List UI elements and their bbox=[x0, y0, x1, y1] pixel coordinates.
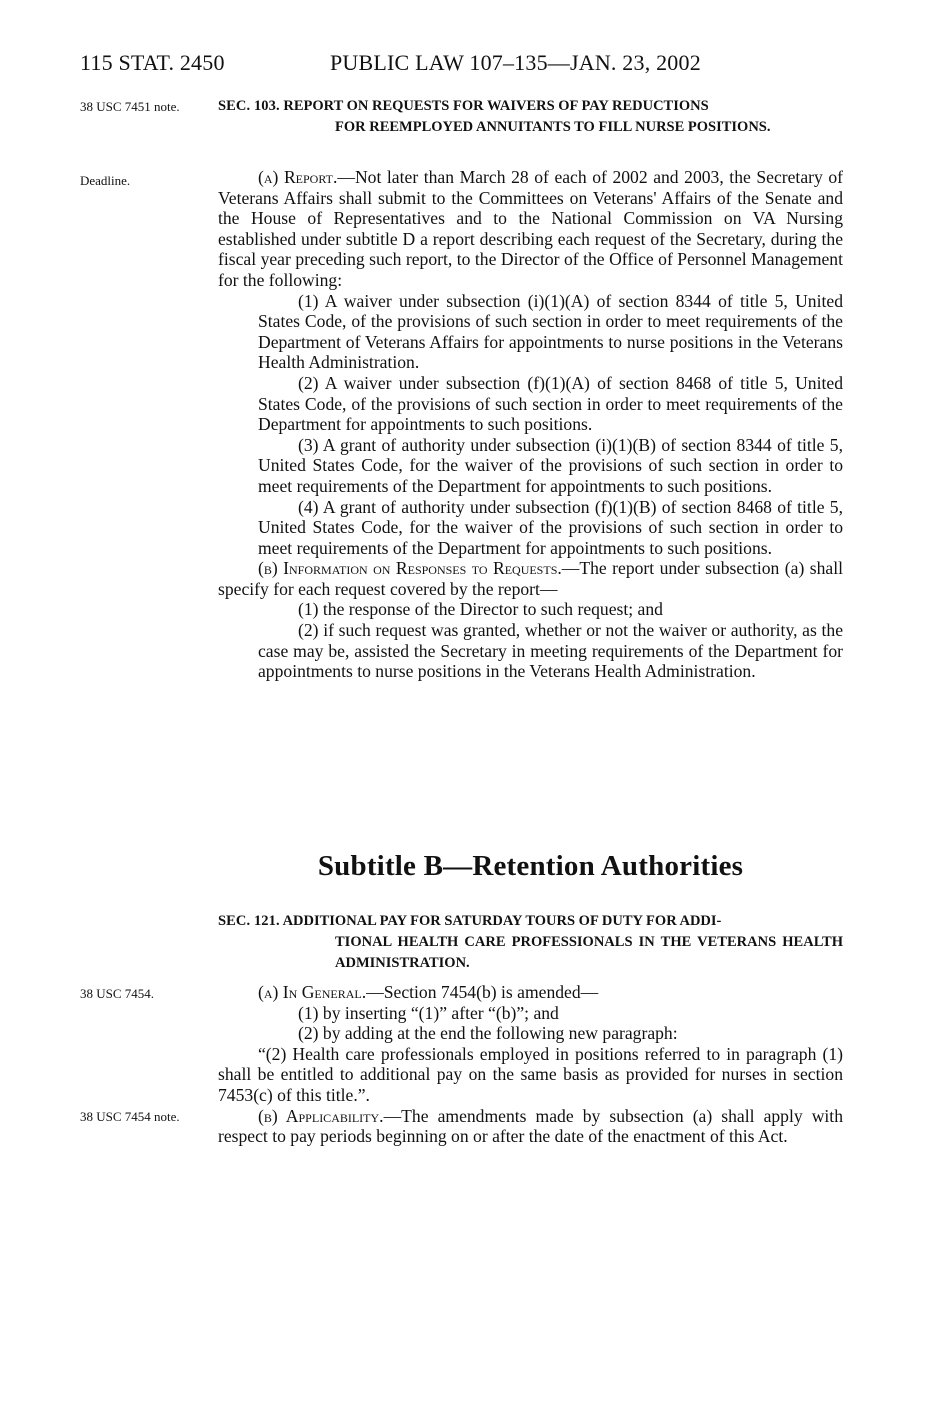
section-121-title-first: ADDITIONAL PAY FOR SATURDAY TOURS OF DUTY FOR ADDI- bbox=[282, 913, 722, 929]
sec121-subsection-a bbox=[218, 982, 843, 1003]
section-121-heading bbox=[218, 911, 843, 974]
margin-note-usc-7454-note: 38 USC 7454 note. bbox=[80, 1109, 180, 1124]
sec121-a-text: —Section 7454(b) is amended— bbox=[366, 982, 599, 1002]
margin-note-usc-7451: 38 USC 7451 note. bbox=[80, 99, 180, 114]
sec121-b-label: (b) Applicability. bbox=[258, 1105, 384, 1126]
sec121-item-1: (1) by inserting “(1)” after “(b)”; and bbox=[298, 1002, 559, 1023]
sec121-item-2: (2) by adding at the end the following new paragraph: bbox=[298, 1023, 678, 1044]
section-121-body bbox=[218, 982, 843, 1147]
margin-note-deadline: Deadline. bbox=[80, 173, 131, 188]
item-a4: (4) A grant of authority under subsection (f)(1)(B) of section 8468 of title 5, United States Code, for the waiver of the provisions of such section in order to meet requirements of the Department for appointments to such positions. bbox=[258, 496, 843, 558]
subsection-b-text: —The report under subsection (a) shall specify for each request covered by the report— bbox=[218, 558, 843, 599]
item-b1: (1) the response of the Director to such request; and bbox=[298, 599, 663, 620]
subsection-a-text: —Not later than March 28 of each of 2002 and 2003, the Secretary of Veterans Affairs shall submit to the Committees on Veterans' Affairs of the Senate and the House of Representatives and to the National Commission on VA Nursing established under subtitle D a report describing each request of the Secretary, during the fiscal year preceding such report, to the Director of the Office of Personnel Management for the following: bbox=[218, 167, 843, 290]
subsection-b-label: (b) Information on Responses to Requests. bbox=[258, 558, 562, 579]
subsection-b-info bbox=[218, 558, 843, 599]
item-a2: (2) A waiver under subsection (f)(1)(A) of section 8468 of title 5, United States Code, of the provisions of such section in order to meet requirements of the Department for appointments to such positions. bbox=[258, 372, 843, 435]
sec121-subsection-b bbox=[218, 1106, 843, 1147]
sec121-quoted-paragraph: “(2) Health care professionals employed in positions referred to in paragraph (1) shall be entitled to additional pay on the same basis as provided for nurses in section 7453(c) of this title.”. bbox=[218, 1043, 843, 1105]
sec121-a-label: (a) In General. bbox=[258, 982, 367, 1002]
subtitle-heading: Subtitle B—Retention Authorities bbox=[317, 850, 744, 882]
section-103-title-first: REPORT ON REQUESTS FOR WAIVERS OF PAY REDUCTIONS bbox=[283, 98, 709, 114]
section-103-heading bbox=[218, 96, 843, 138]
margin-note-usc-7454: 38 USC 7454. bbox=[80, 986, 155, 1001]
section-103-label: SEC. 103. bbox=[218, 98, 280, 114]
item-a3: (3) A grant of authority under subsection (i)(1)(B) of section 8344 of title 5, United States Code, for the waiver of the provisions of such section in order to meet requirements of the Department for appointments to such positions. bbox=[258, 434, 843, 496]
subsection-a-report bbox=[218, 167, 843, 291]
stat-citation: 115 STAT. 2450 bbox=[80, 50, 225, 75]
subsection-a-label: (a) Report. bbox=[258, 167, 338, 187]
public-law-header: PUBLIC LAW 107–135—JAN. 23, 2002 bbox=[330, 50, 701, 75]
section-103-title-rest: FOR REEMPLOYED ANNUITANTS TO FILL NURSE POSITIONS. bbox=[335, 119, 771, 135]
item-a1: (1) A waiver under subsection (i)(1)(A) of section 8344 of title 5, United States Code, of the provisions of such section in order to meet requirements of the Department of Veterans Affairs for appointments to nurse positions in the Veterans Health Administration. bbox=[258, 290, 843, 373]
section-103-body bbox=[218, 167, 843, 682]
section-121-title-rest: TIONAL HEALTH CARE PROFESSIONALS IN THE VETERANS HEALTH ADMINISTRATION. bbox=[335, 934, 843, 971]
item-b2: (2) if such request was granted, whether or not the waiver or authority, as the case may be, assisted the Secretary in meeting requirements of the Department for appointments to nurse positions in the Veterans Health Administration. bbox=[258, 620, 843, 682]
sec121-b-text: —The amendments made by subsection (a) shall apply with respect to pay periods beginning on or after the date of the enactment of this Act. bbox=[218, 1105, 843, 1147]
section-121-label: SEC. 121. bbox=[218, 913, 280, 929]
